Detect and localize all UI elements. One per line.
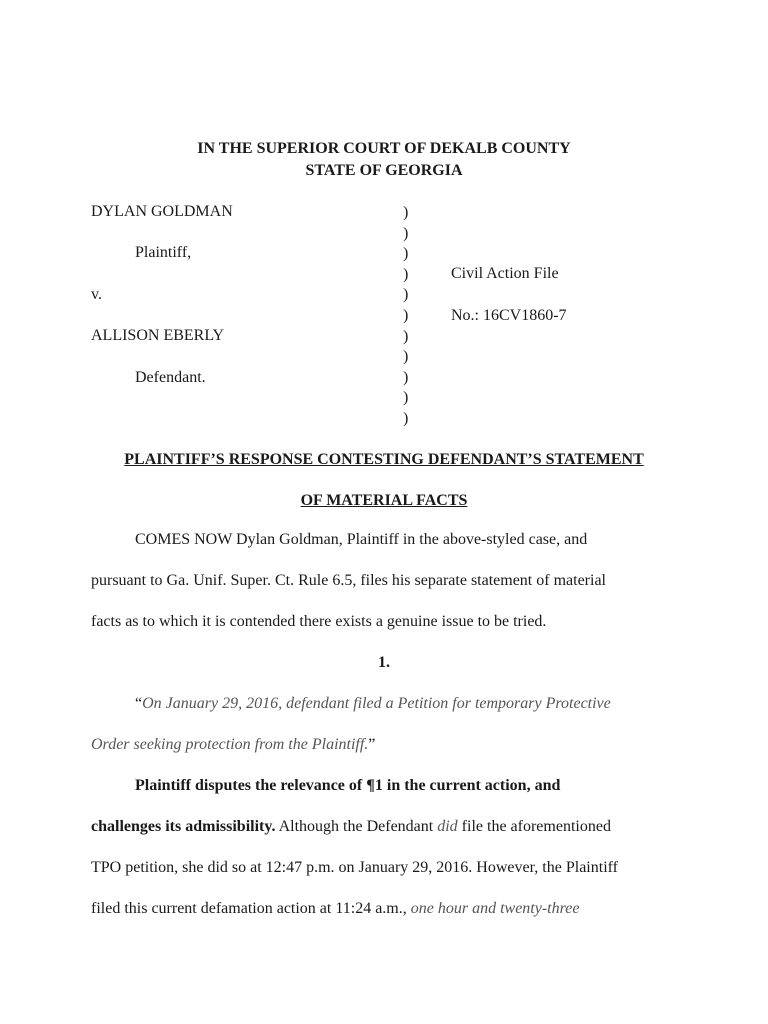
defendant-name: ALLISON EBERLY bbox=[91, 327, 225, 344]
response-bold-2: challenges its admissibility. bbox=[91, 818, 276, 835]
court-name: IN THE SUPERIOR COURT OF DEKALB COUNTY bbox=[197, 140, 571, 157]
document-title-line2: OF MATERIAL FACTS bbox=[300, 492, 468, 509]
case-number: No.: 16CV1860-7 bbox=[451, 307, 567, 324]
caption-paren: ) bbox=[403, 409, 409, 427]
response-text-2a: Although the Defendant bbox=[275, 818, 438, 835]
response-line-1: Plaintiff disputes the relevance of ¶1 in the current action, and bbox=[135, 777, 561, 794]
quote-text-2: Order seeking protection from the Plaintiff. bbox=[91, 736, 369, 753]
response-line-4 bbox=[91, 900, 579, 918]
quote-text-1: On January 29, 2016, defendant filed a Petition for temporary Protective bbox=[142, 695, 611, 712]
quote-line-1 bbox=[135, 695, 611, 713]
caption-paren: ) bbox=[403, 368, 409, 386]
intro-line-2: pursuant to Ga. Unif. Super. Ct. Rule 6.5, files his separate statement of material bbox=[91, 572, 606, 589]
response-italic-4: one hour and twenty-three bbox=[410, 900, 580, 917]
case-label: Civil Action File bbox=[451, 265, 559, 282]
response-text-4: filed this current defamation action at 11:24 a.m., bbox=[91, 900, 411, 917]
defendant-role: Defendant. bbox=[135, 369, 206, 386]
caption-paren: ) bbox=[403, 224, 409, 242]
caption-paren: ) bbox=[403, 204, 409, 221]
intro-line-1: COMES NOW Dylan Goldman, Plaintiff in the above-styled case, and bbox=[135, 531, 588, 548]
caption-paren: ) bbox=[403, 265, 409, 283]
intro-line-3: facts as to which it is contended there exists a genuine issue to be tried. bbox=[91, 613, 547, 630]
response-text-2b: file the aforementioned bbox=[457, 818, 611, 835]
quote-close: ” bbox=[368, 736, 376, 753]
response-italic-did: did bbox=[437, 818, 458, 835]
response-line-3: TPO petition, she did so at 12:47 p.m. on January 29, 2016. However, the Plaintiff bbox=[91, 859, 618, 876]
caption-parentheses bbox=[403, 203, 408, 430]
plaintiff-role: Plaintiff, bbox=[135, 244, 192, 261]
caption-paren: ) bbox=[403, 327, 409, 345]
plaintiff-name: DYLAN GOLDMAN bbox=[91, 203, 233, 220]
caption-paren: ) bbox=[403, 245, 409, 263]
quote-open: “ bbox=[135, 695, 143, 712]
caption-paren: ) bbox=[403, 306, 409, 324]
quote-line-2 bbox=[91, 736, 375, 754]
versus: v. bbox=[91, 286, 102, 303]
document-title-line1: PLAINTIFF’S RESPONSE CONTESTING DEFENDANT’S STATEMENT bbox=[124, 451, 644, 468]
court-state: STATE OF GEORGIA bbox=[305, 162, 463, 179]
caption-paren: ) bbox=[403, 389, 409, 407]
response-line-2 bbox=[91, 818, 611, 836]
caption-paren: ) bbox=[403, 286, 409, 304]
section-number: 1. bbox=[378, 654, 390, 671]
caption-paren: ) bbox=[403, 348, 409, 366]
